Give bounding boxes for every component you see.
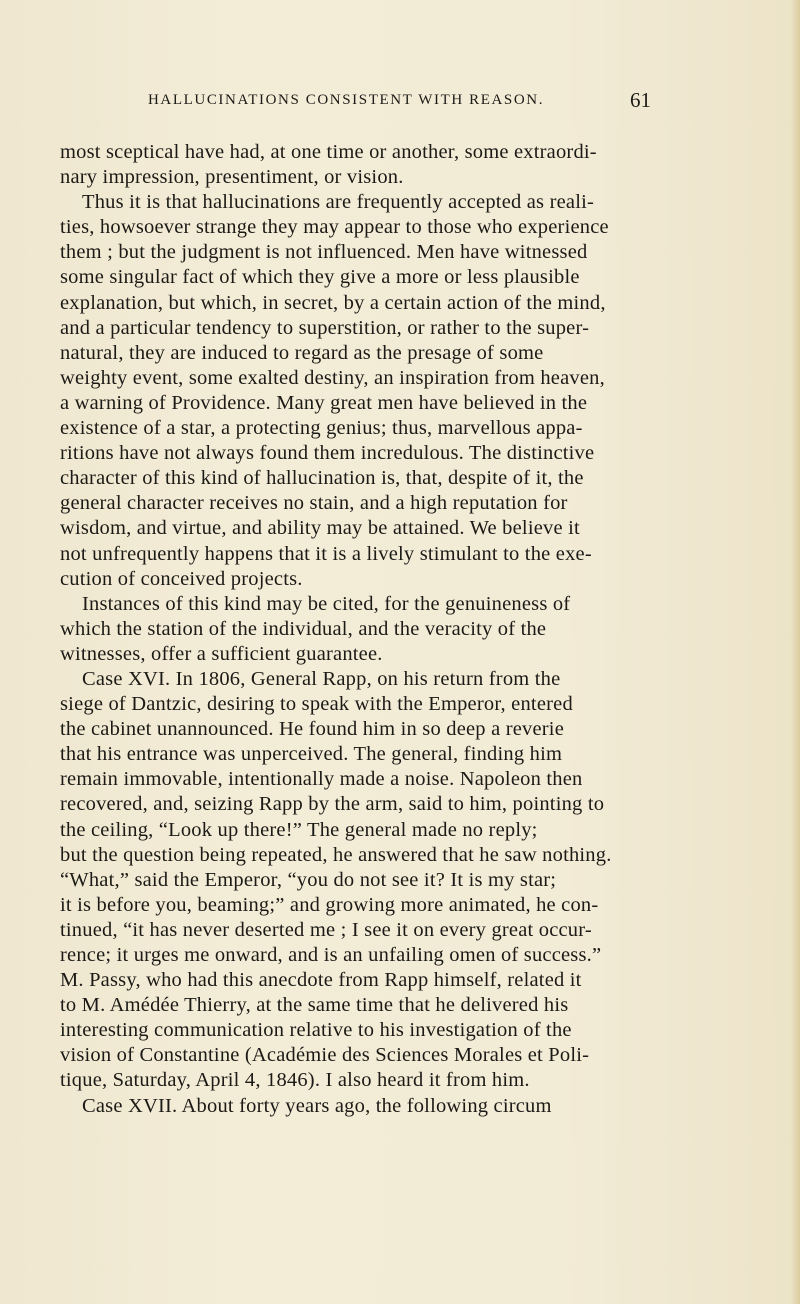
text-line: cution of conceived projects. [60,567,303,590]
text-line: character of this kind of hallucination is, that, despite of it, the [60,467,584,490]
text-line: some singular fact of which they give a more or less plausible [60,266,580,289]
page-number: 61 [630,88,651,112]
body-text [60,140,800,1119]
text-line: vision of Constantine (Académie des Sciences Morales et Poli- [60,1044,590,1067]
text-line: ties, howsoever strange they may appear to those who experience [60,216,609,239]
text-line: rence; it urges me onward, and is an unfailing omen of success.” [60,944,602,966]
text-line: Instances of this kind may be cited, for the genuineness of [82,592,571,615]
text-line: explanation, but which, in secret, by a certain action of the mind, [60,291,606,314]
text-line: remain immovable, intentionally made a noise. Napoleon then [60,768,583,791]
text-line: to M. Amédée Thierry, at the same time that he delivered his [60,994,569,1017]
text-line: interesting communication relative to his investigation of the [60,1019,572,1042]
text-line: Case XVII. About forty years ago, the following circum [82,1094,552,1117]
text-line: siege of Dantzic, desiring to speak with the Emperor, entered [60,693,573,716]
text-line: “What,” said the Emperor, “you do not see it? It is my star; [60,868,557,891]
running-head-title: HALLUCINATIONS CONSISTENT WITH REASON. [148,92,545,108]
text-line: witnesses, offer a sufficient guarantee. [60,642,383,665]
text-line: ritions have not always found them incredulous. The distinctive [60,442,595,465]
text-line: most sceptical have had, at one time or another, some extraordi- [60,141,597,163]
text-line: them ; but the judgment is not influenced. Men have witnessed [60,241,588,264]
text-line: tinued, “it has never deserted me ; I see it on every great occur- [60,918,592,941]
text-line: existence of a star, a protecting genius; thus, marvellous appa- [60,417,583,440]
text-line: it is before you, beaming;” and growing more animated, he con- [60,893,599,916]
text-line: general character receives no stain, and a high reputation for [60,492,568,515]
text-line: the cabinet unannounced. He found him in so deep a reverie [60,718,564,741]
text-line: that his entrance was unperceived. The general, finding him [60,743,563,766]
text-line: recovered, and, seizing Rapp by the arm, said to him, pointing to [60,793,605,816]
text-line: M. Passy, who had this anecdote from Rapp himself, related it [60,969,582,992]
text-line: wisdom, and virtue, and ability may be attained. We believe it [60,517,580,540]
running-head [148,88,658,112]
text-line: nary impression, presentiment, or vision. [60,166,404,189]
text-line: but the question being repeated, he answered that he saw nothing. [60,843,612,866]
text-line: the ceiling, “Look up there!” The general made no reply; [60,818,538,841]
text-line: natural, they are induced to regard as the presage of some [60,341,544,364]
text-line: a warning of Providence. Many great men have believed in the [60,391,588,414]
text-line: Case XVI. In 1806, General Rapp, on his return from the [82,667,561,690]
text-line: which the station of the individual, and the veracity of the [60,617,547,640]
text-line: not unfrequently happens that it is a lively stimulant to the exe- [60,542,592,565]
text-line: Thus it is that hallucinations are frequently accepted as reali- [82,191,595,214]
text-line: tique, Saturday, April 4, 1846). I also heard it from him. [60,1069,530,1092]
text-line: and a particular tendency to superstition, or rather to the super- [60,316,590,339]
text-line: weighty event, some exalted destiny, an inspiration from heaven, [60,366,605,389]
